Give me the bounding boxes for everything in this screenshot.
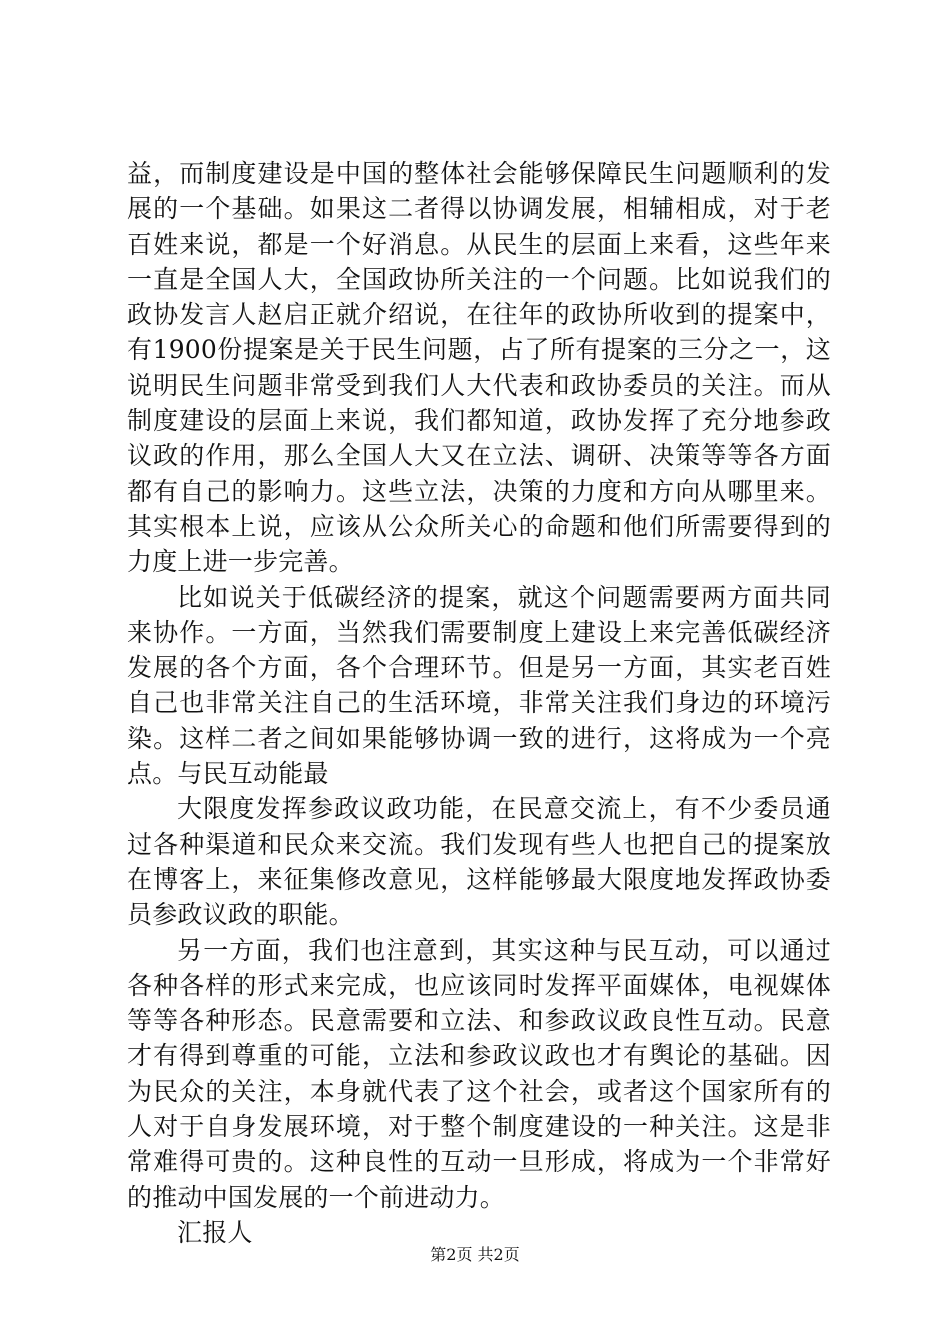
paragraph-4: 另一方面，我们也注意到，其实这种与民互动，可以通过各种各样的形式来完成，也应该同时发挥平面媒体，电视媒体等等各种形态。民意需要和立法、和参政议政良性互动。民意才有得到尊重的可能，立法和参政议政也才有舆论的基础。因为民众的关注，本身就代表了这个社会，或者这个国家所有的人对于自身发展环境，对于整个制度建设的一种关注。这是非常难得可贵的。这种良性的互动一旦形成，将成为一个非常好的推动中国发展的一个前进动力。 [127,935,831,1212]
paragraph-3: 大限度发挥参政议政功能，在民意交流上，有不少委员通过各种渠道和民众来交流。我们发现有些人也把自己的提案放在博客上，来征集修改意见，这样能够最大限度地发挥政协委员参政议政的职能。 [127,794,831,930]
page-number: 第2页 共2页 [430,1245,520,1264]
document-body [127,156,831,1250]
paragraph-2: 比如说关于低碳经济的提案，就这个问题需要两方面共同来协作。一方面，当然我们需要制度上建设上来完善低碳经济发展的各个方面，各个合理环节。但是另一方面，其实老百姓自己也非常关注自己的生活环境，非常关注我们身边的环境污染。这样二者之间如果能够协调一致的进行，这将成为一个亮点。与民互动能最 [127,582,831,789]
reporter-label: 汇报人 [177,1217,253,1247]
paragraph-1: 益，而制度建设是中国的整体社会能够保障民生问题顺利的发展的一个基础。如果这二者得以协调发展，相辅相成，对于老百姓来说，都是一个好消息。从民生的层面上来看，这些年来一直是全国人大，全国政协所关注的一个问题。比如说我们的政协发言人赵启正就介绍说，在往年的政协所收到的提案中，有1900份提案是关于民生问题，占了所有提案的三分之一，这说明民生问题非常受到我们人大代表和政协委员的关注。而从制度建设的层面上来说，我们都知道，政协发挥了充分地参政议政的作用，那么全国人大又在立法、调研、决策等等各方面都有自己的影响力。这些立法，决策的力度和方向从哪里来。其实根本上说，应该从公众所关心的命题和他们所需要得到的力度上进一步完善。 [127,159,831,577]
page-footer [0,1244,950,1266]
